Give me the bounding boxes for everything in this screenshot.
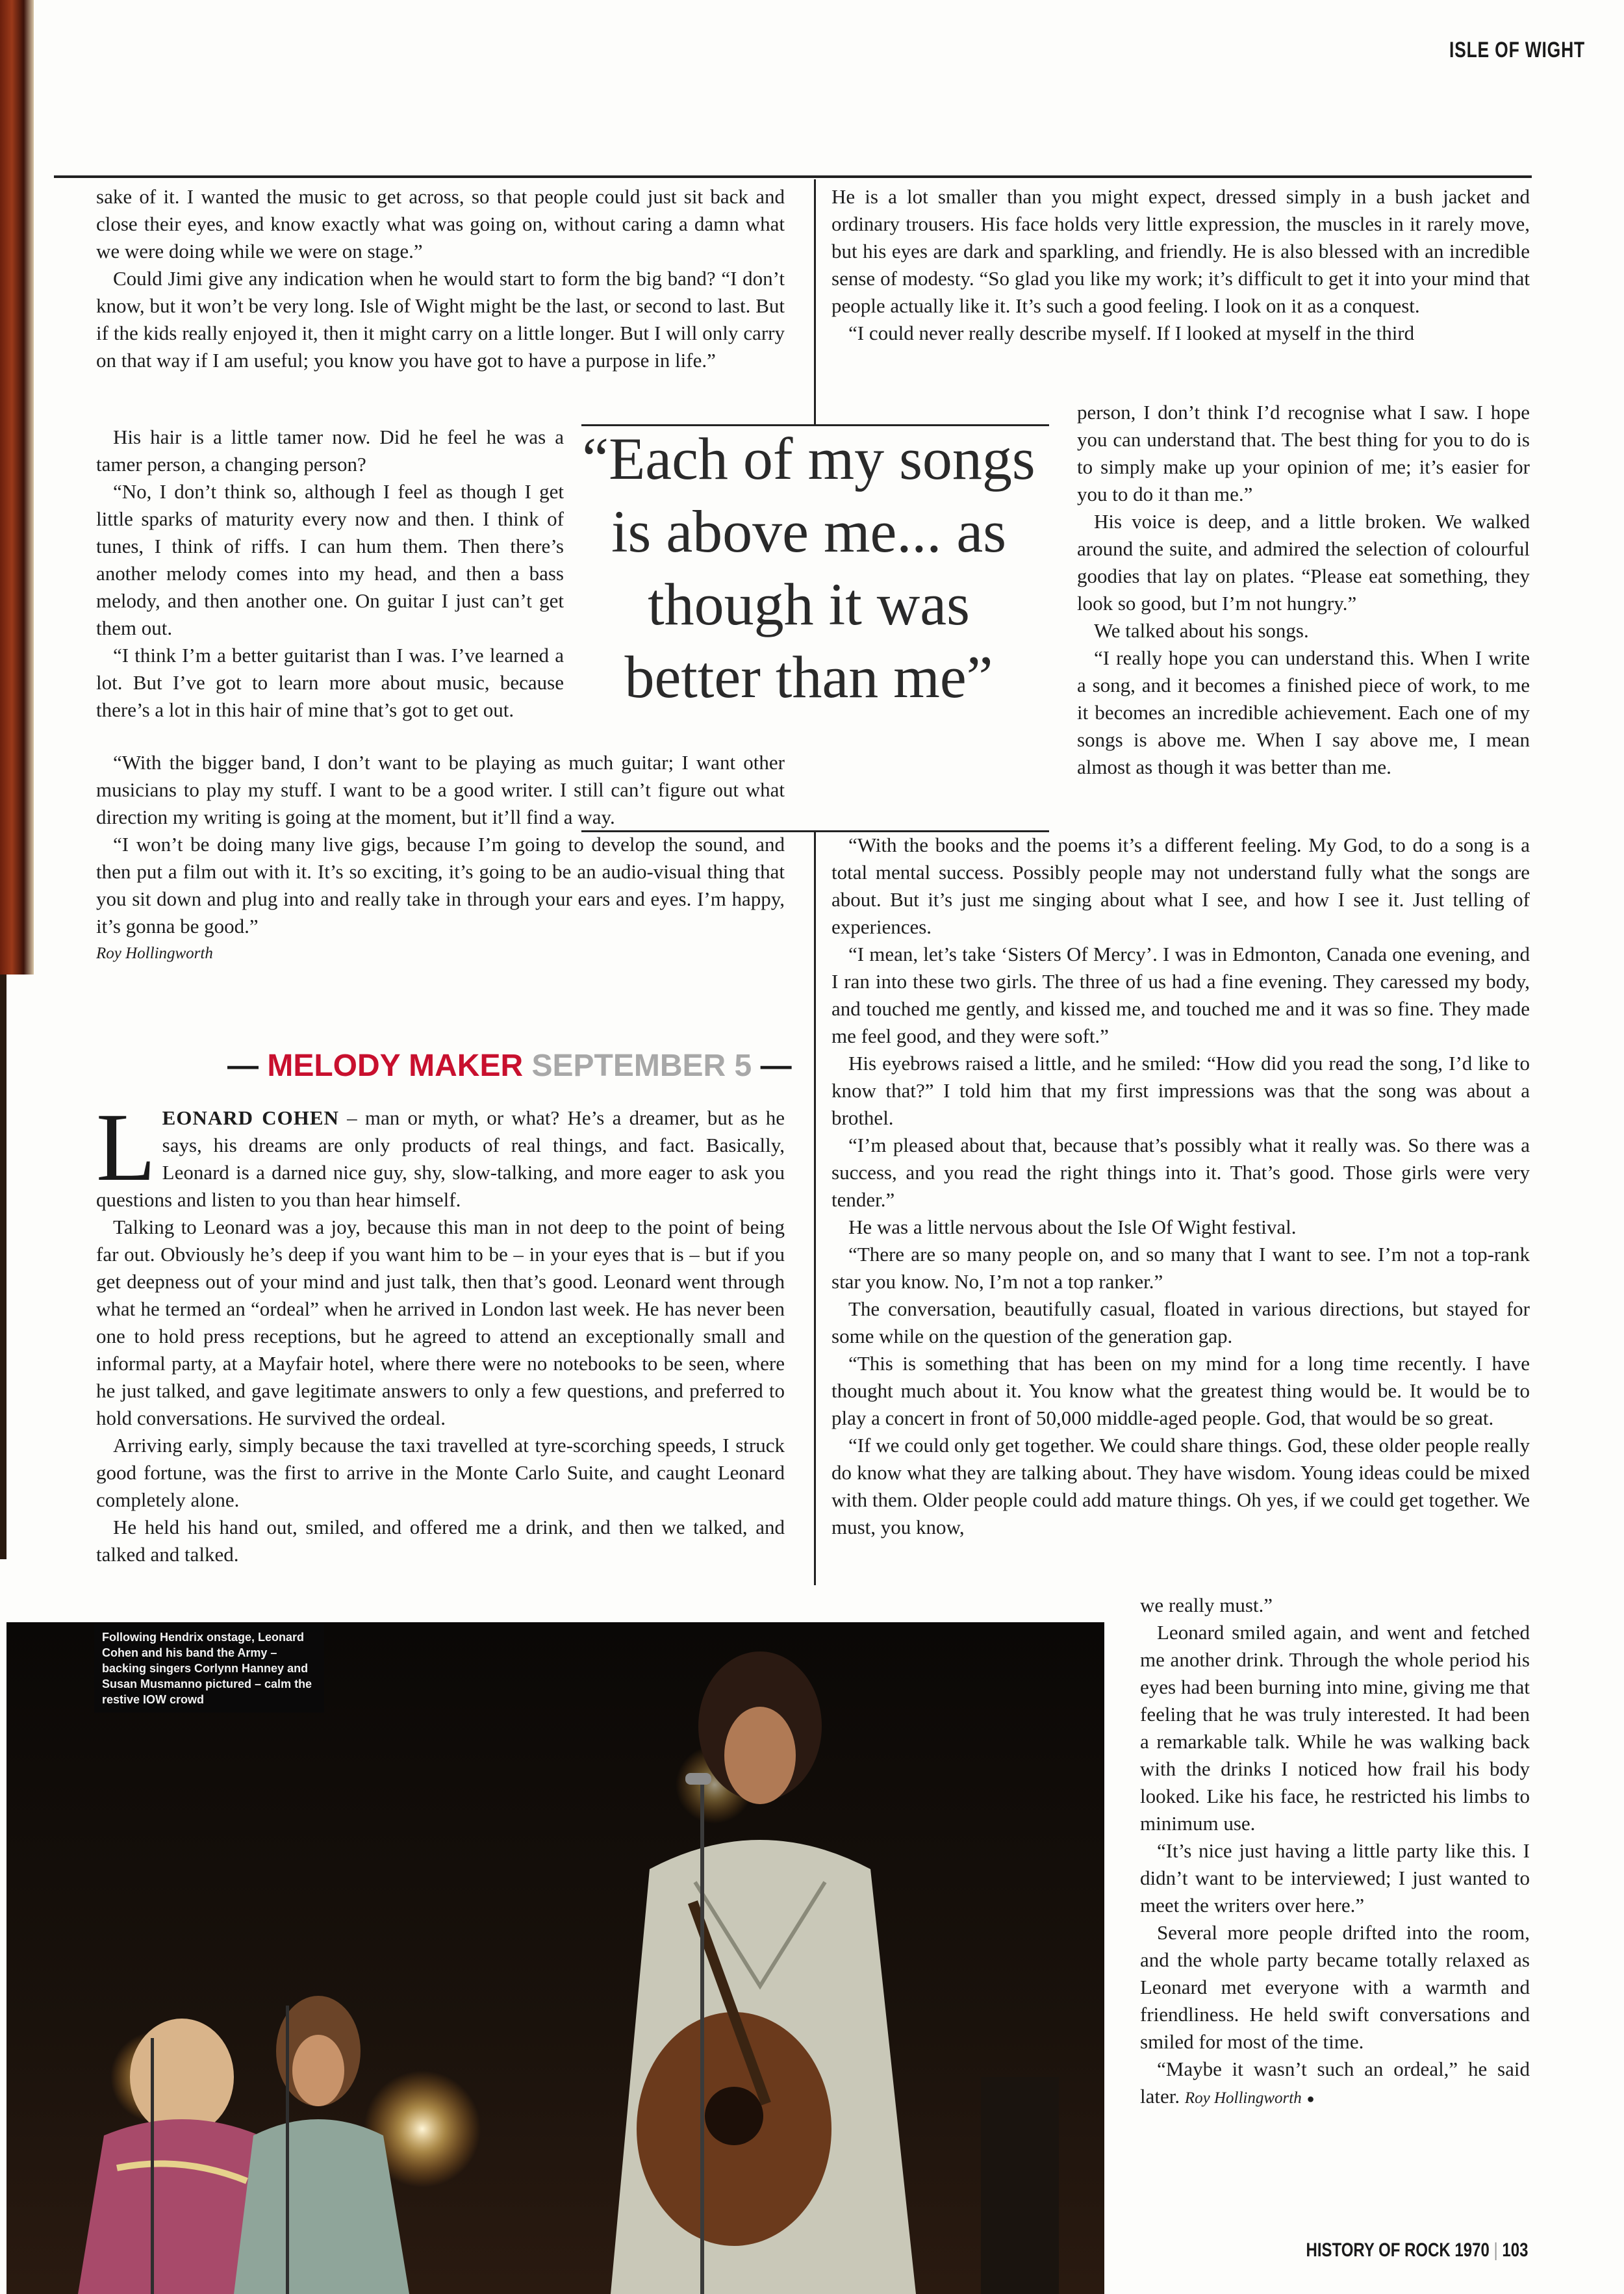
heading-dash-right: — xyxy=(752,1049,792,1083)
article2-paragraph: “I mean, let’s take ‘Sisters Of Mercy’. I was in Edmonton, Canada one evening, and I ran into these two girls. The three of us had a fine evening. They caressed my body, and touched me gently, and kissed me, and touched me and it was so fine. They made me feel good, and they were soft.” xyxy=(831,943,1530,1047)
article2-paragraph: “I’m pleased about that, because that’s possibly what it really was. So there was a success, and you read the right things into it. That’s good. Those girls were very tender.” xyxy=(831,1134,1530,1211)
heading-dash-left: — xyxy=(227,1049,268,1083)
article2-paragraph: we really must.” xyxy=(1140,1594,1273,1616)
article2-paragraph: His voice is deep, and a little broken. We walked around the suite, and admired the selection of colourful goodies that lay on plates. “Please eat something, they look so good, but I’m not hungry.” xyxy=(1077,510,1530,615)
column-divider-bottom xyxy=(814,832,816,1585)
pull-quote: “Each of my songs is above me... as though it was better than me” xyxy=(582,426,1035,710)
article1-paragraph: sake of it. I wanted the music to get across, so that people could just sit back and close their eyes, and know exactly what was going on, without caring a damn what we were doing while we were on stage.” xyxy=(96,185,785,262)
page-number: 103 xyxy=(1501,2239,1528,2261)
publication-label: MELODY MAKER xyxy=(267,1049,524,1083)
drop-cap: L xyxy=(96,1093,156,1201)
article2-byline: Roy Hollingworth xyxy=(1184,2089,1302,2107)
page-footer xyxy=(1306,2239,1528,2262)
concert-photo xyxy=(6,1622,1104,2294)
article1-paragraph: “I won’t be doing many live gigs, because I’m going to develop the sound, and then put a film out with it. It’s so exciting, it’s going to be an audio-visual thing that you sit down and plug into and really take in through your ears and eyes. I’m happy, it’s gonna be good.” xyxy=(96,833,785,937)
article2-paragraph: He held his hand out, smiled, and offered me a drink, and then we talked, and talked and talked. xyxy=(96,1516,785,1566)
article2-paragraph: Arriving early, simply because the taxi travelled at tyre-scorching speeds, I struck good fortune, was the first to arrive in the Monte Carlo Suite, and caught Leonard completely alone. xyxy=(96,1434,785,1511)
article2-right-mid xyxy=(831,832,1530,1541)
lead-text: – man or myth, or what? He’s a dreamer, but as he says, his dreams are only products of real things, and fact. Basically, Leonard is a darned nice guy, shy, slow-talking, and more eager to ask you questions and listen to you than hear himself. xyxy=(96,1106,785,1211)
article1-left-narrow xyxy=(96,424,564,724)
lead-name: EONARD COHEN xyxy=(162,1106,339,1129)
article2-paragraph: “It’s nice just having a little party like this. I didn’t want to be interviewed; I just wanted to meet the writers over here.” xyxy=(1140,1839,1530,1917)
page-edge-photo-strip xyxy=(0,0,34,975)
article2-paragraph: We talked about his songs. xyxy=(1094,619,1309,642)
melody-maker-heading xyxy=(227,1048,792,1084)
article2-lead-paragraph xyxy=(96,1093,785,1214)
footer-separator: | xyxy=(1493,2239,1498,2261)
article2-paragraph: He was a little nervous about the Isle Of Wight festival. xyxy=(848,1216,1297,1238)
top-rule xyxy=(54,175,1532,178)
column-divider-top xyxy=(814,179,816,425)
article2-paragraph: “With the books and the poems it’s a different feeling. My God, to do a song is a total mental success. Possibly people may not understand fully what the songs are about. But it’s just me singing about what I see, and how I see it. Just telling of experiences. xyxy=(831,834,1530,938)
article1-paragraph: His hair is a little tamer now. Did he feel he was a tamer person, a changing person? xyxy=(96,426,564,476)
article2-closing-paragraph: “Maybe it wasn’t such an ordeal,” he said later. Roy Hollingworth ● xyxy=(1140,2058,1530,2108)
publication-date: SEPTEMBER 5 xyxy=(531,1049,752,1083)
article1-paragraph: Could Jimi give any indication when he would start to form the big band? “I don’t know, but it won’t be very long. Isle of Wight might be the last, or second to last. But if the kids really enjoyed it, then it might carry on a little longer. But I will only carry on that way if I am useful; you know you have got to have a purpose in life.” xyxy=(96,267,785,372)
article2-paragraph: His eyebrows raised a little, and he smiled: “How did you read the song, I’d like to know that?” I told him that my first impressions was that the song was about a brothel. xyxy=(831,1052,1530,1129)
page-edge-strip xyxy=(0,975,6,1559)
article2-paragraph: “This is something that has been on my mind for a long time recently. I have thought much about it. You know what the greatest thing would be. It would be to play a concert in front of 50,000 middle-aged people. God, that would be so great. xyxy=(831,1352,1530,1429)
article1-byline: Roy Hollingworth xyxy=(96,945,213,962)
article2-paragraph: He is a lot smaller than you might expect, dressed simply in a bush jacket and ordinary trousers. His face holds very little expression, the muscles in it rarely move, but his eyes are dark and sparkling, and friendly. He is also blessed with an incredible sense of modesty. “So glad you like my work; it’s difficult to get it into your mind that people actually like it. It’s such a good feeling. I look on it as a conquest. xyxy=(831,185,1530,317)
article2-paragraph: “There are so many people on, and so many that I want to see. I’m not a top-rank star you know. No, I’m not a top ranker.” xyxy=(831,1243,1530,1293)
article2-paragraph: “I could never really describe myself. If I looked at myself in the third xyxy=(848,322,1415,344)
article2-left-column xyxy=(96,1093,785,1568)
photo-caption: Following Hendrix onstage, Leonard Cohen and his band the Army – backing singers Corlynn Hanney and Susan Musmanno pictured – calm the restive IOW crowd xyxy=(94,1624,324,1713)
end-mark: ● xyxy=(1306,2092,1315,2106)
article2-right-top xyxy=(831,183,1530,347)
article1-left-column xyxy=(96,183,785,374)
section-tag: ISLE OF WIGHT xyxy=(1449,38,1585,62)
article2-paragraph: Leonard smiled again, and went and fetched me another drink. Through the whole period his eyes had been burning into mine, giving me that feeling that he was truly interested. It had been a remarkable talk. While he was walking back with the drinks I noticed how frail his body looked. Like his face, he restricted his limbs to minimum use. xyxy=(1140,1621,1530,1835)
article2-paragraph: The conversation, beautifully casual, floated in various directions, but stayed for some while on the question of the generation gap. xyxy=(831,1297,1530,1347)
article1-paragraph: “No, I don’t think so, although I feel as though I get little sparks of maturity every now and then. I think of tunes, I think of riffs. I can hum them. Then there’s another melody comes into my head, and then a bass melody, and then another one. On guitar I just can’t get them out. xyxy=(96,480,564,639)
article2-paragraph: “I really hope you can understand this. When I write a song, and it becomes a finished piece of work, to me it becomes an incredible achievement. Each one of my songs is above me. When I say above me, I mean almost as though it was better than me. xyxy=(1077,646,1530,778)
article2-right-bottom xyxy=(1140,1592,1530,2113)
footer-publication: HISTORY OF ROCK 1970 xyxy=(1306,2239,1490,2261)
article1-left-bottom xyxy=(96,749,785,967)
article1-paragraph: “With the bigger band, I don’t want to be playing as much guitar; I want other musicians to play my stuff. I want to be a good writer. I still can’t figure out what direction my writing is going at the moment, but it’ll find a way. xyxy=(96,751,785,828)
article2-paragraph: “If we could only get together. We could share things. God, these older people really do know what they are talking about. They have wisdom. Young ideas could be mixed with them. Older people could add mature things. Oh yes, if we could get together. We must, you know, xyxy=(831,1434,1530,1538)
article2-paragraph: Talking to Leonard was a joy, because this man in not deep to the point of being far out. Obviously he’s deep if you want him to be – in your eyes that is – but if you get deepness out of your mind and just talk, then that’s good. Leonard went through what he termed an “ordeal” when he arrived in London last week. He has never been one to hold press receptions, but he agreed to attend an exceptionally small and informal party, at a Mayfair hotel, where there were no notebooks to be seen, where he just talked, and gave legitimate answers to only a few questions, and preferred to hold conversations. He survived the ordeal. xyxy=(96,1216,785,1429)
article2-paragraph: Several more people drifted into the room, and the whole party became totally relaxed as Leonard met everyone with a warmth and friendliness. He held swift conversations and smiled for most of the time. xyxy=(1140,1921,1530,2053)
article2-right-narrow xyxy=(1077,399,1530,781)
article1-paragraph: “I think I’m a better guitarist than I was. I’ve learned a lot. But I’ve got to learn more about music, because there’s a lot in this hair of mine that’s got to get out. xyxy=(96,644,564,721)
concert-photo-illustration xyxy=(6,1622,1104,2294)
article2-paragraph: person, I don’t think I’d recognise what I saw. I hope you can understand that. The best thing for you to do is to simply make up your opinion of me; it’s easier for you to do it than me.” xyxy=(1077,401,1530,505)
